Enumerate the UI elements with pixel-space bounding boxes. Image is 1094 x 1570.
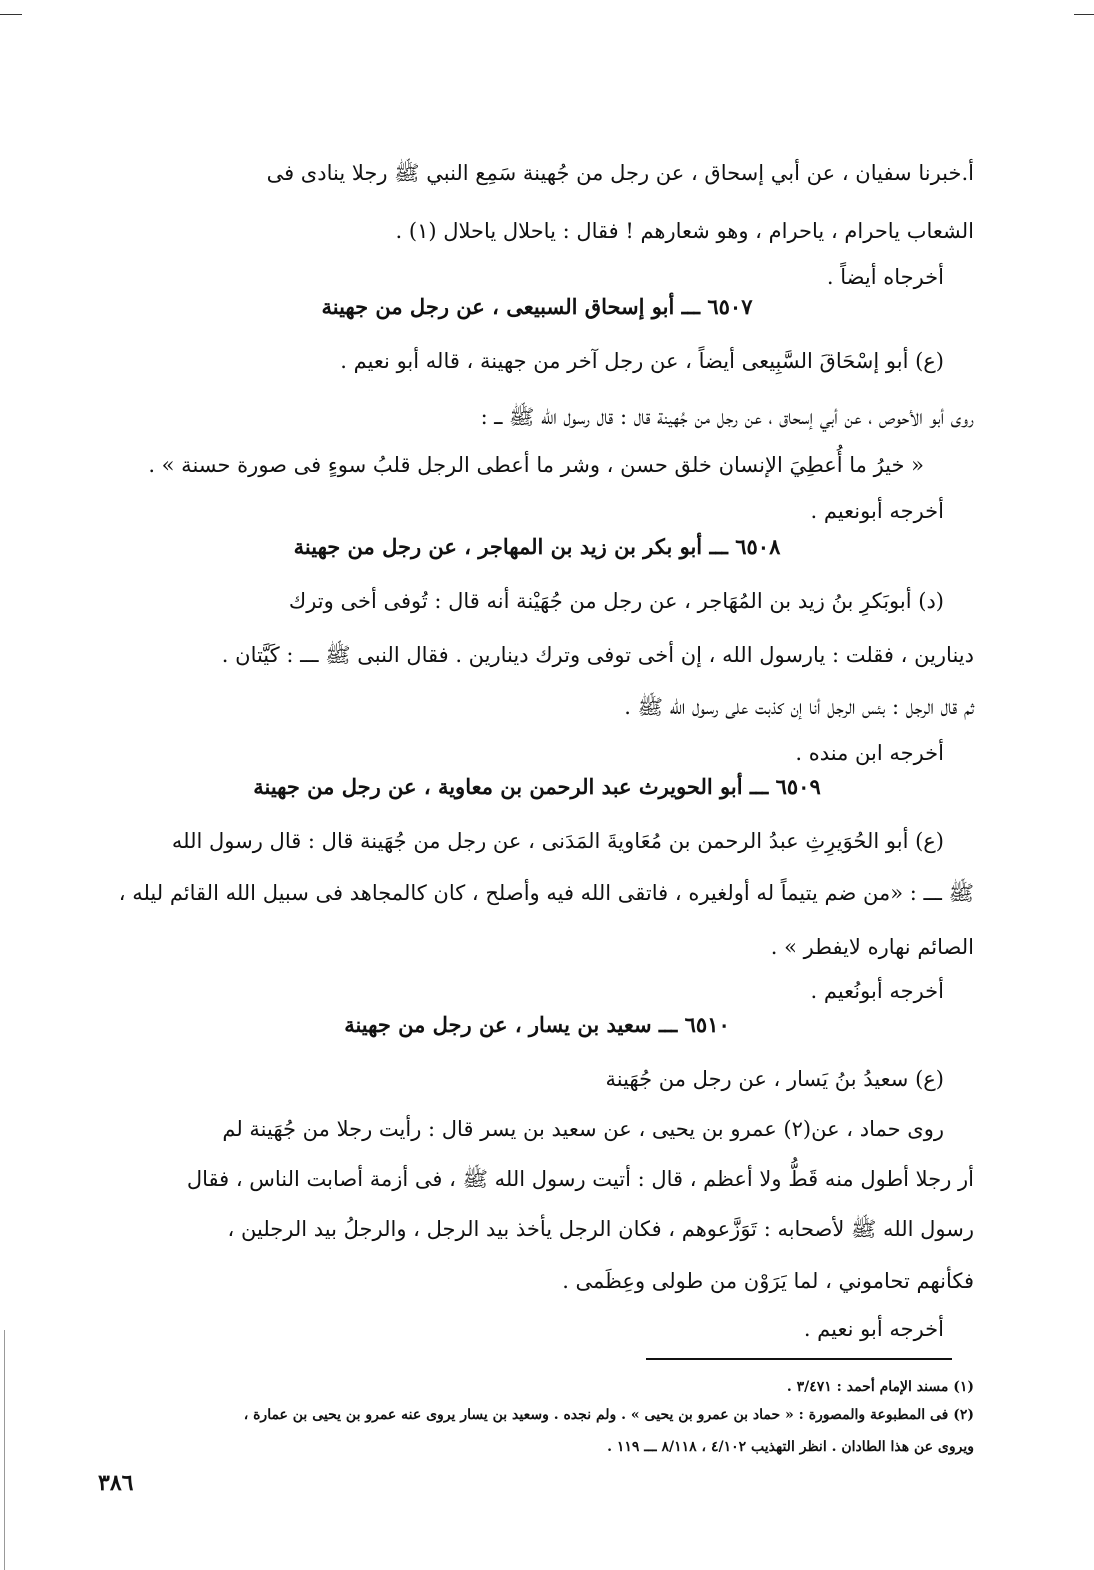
footnote-rule — [646, 1358, 952, 1360]
footnote: ويروى عن هذا الطادان . انظر التهذيب ٤/١٠٢ ، ٨/١١٨ ـــ ١١٩ . — [607, 1439, 974, 1455]
text-line: أ.خبرنا سفيان ، عن أبي إسحاق ، عن رجل من جُهينة سَمِع النبي ﷺ رجلا ينادى فى — [266, 161, 974, 185]
text-line: فكأنهم تحاموني ، لما يَرَوْن من طولى وعِظَمى . — [562, 1269, 974, 1293]
text-line: (ع) أبو الحُوَيرِثِ عبدُ الرحمن بن مُعَاويةَ المَدَنى ، عن رجل من جُهَينة قال : قال رسول الله — [171, 829, 944, 853]
section-heading: ٦٥٠٧ ـــ أبو إسحاق السبيعى ، عن رجل من جهينة — [321, 294, 753, 319]
text-line: ثم قال الرجل : بئس الرجل أنا إن كذبت على رسول الله ﷺ . — [624, 695, 974, 719]
scan-corner-mark — [0, 0, 22, 15]
text-line: ﷺ ـــ : «من ضم يتيماً له أولغيره ، فاتقى الله فيه وأصلح ، كان كالمجاهد فى سبيل الله القائم ليله ، — [118, 881, 974, 905]
text-line: روى حماد ، عن(٢) عمرو بن يحيى ، عن سعيد بن يسر قال : رأيت رجلا من جُهَينة لم — [222, 1117, 944, 1141]
text-line: أخرجه ابن منده . — [795, 741, 944, 765]
text-line: الصائم نهاره لايفطر » . — [770, 935, 974, 959]
text-line: أر رجلا أطول منه قَطُّ ولا أعظم ، قال : أتيت رسول الله ﷺ ، فى أزمة أصابت الناس ، فقال — [186, 1167, 974, 1191]
text-line: أخرجه أبونُعيم . — [810, 979, 944, 1003]
text-line: دينارين ، فقلت : يارسول الله ، إن أخى توفى وترك دينارين . فقال النبى ﷺ ـــ : كَيَّتان . — [221, 643, 974, 667]
text-line: أخرجه أبونعيم . — [810, 499, 944, 523]
section-heading: ٦٥٠٩ ـــ أبو الحويرث عبد الرحمن بن معاوية ، عن رجل من جهينة — [253, 774, 821, 799]
text-line: أخرجاه أيضاً . — [826, 265, 944, 289]
text-line: رسول الله ﷺ لأصحابه : تَوَزَّعوهم ، فكان الرجل يأخذ بيد الرجل ، والرجلُ بيد الرجلين ، — [227, 1217, 974, 1241]
section-heading: ٦٥٠٨ ـــ أبو بكر بن زيد بن المهاجر ، عن رجل من جهينة — [293, 534, 781, 559]
section-heading: ٦٥١٠ ـــ سعيد بن يسار ، عن رجل من جهينة — [344, 1012, 730, 1037]
footnote: (١) مسند الإمام أحمد : ٣/٤٧١ . — [786, 1379, 974, 1395]
text-line: (ع) أبو إسْحَاقَ السَّبِيعى أيضاً ، عن رجل آخر من جهينة ، قاله أبو نعيم . — [340, 349, 944, 373]
page-number: ٣٨٦ — [98, 1470, 134, 1496]
text-line: « خيرُ ما أُعطِيَ الإنسان خلق حسن ، وشر ما أعطى الرجل قلبُ سوءٍ فى صورة حسنة » . — [148, 453, 924, 477]
scan-corner-mark — [1074, 0, 1094, 15]
text-line: الشعاب ياحرام ، ياحرام ، وهو شعارهم ! فقال : ياحلال ياحلال (١) . — [395, 219, 974, 243]
text-line: أخرجه أبو نعيم . — [803, 1317, 944, 1341]
text-line: (ع) سعيدُ بنُ يَسار ، عن رجل من جُهَينة — [605, 1067, 944, 1091]
text-line: روى أبو الأحوص ، عن أبي إسحاق ، عن رجل من جُهينة قال : قال رسول الله ﷺ ـــ : — [480, 405, 974, 429]
footnote: (٢) فى المطبوعة والمصورة : « حماد بن عمرو بن يحيى » . ولم نجده . وسعيد بن يسار يروى عنه عمرو بن يحيى بن عمارة ، — [243, 1407, 974, 1423]
scan-edge-line — [4, 1330, 5, 1570]
text-line: (د) أبوبَكرِ بنُ زيد بن المُهَاجر ، عن رجل من جُهَيْنة أنه قال : تُوفى أخى وترك — [288, 589, 944, 613]
